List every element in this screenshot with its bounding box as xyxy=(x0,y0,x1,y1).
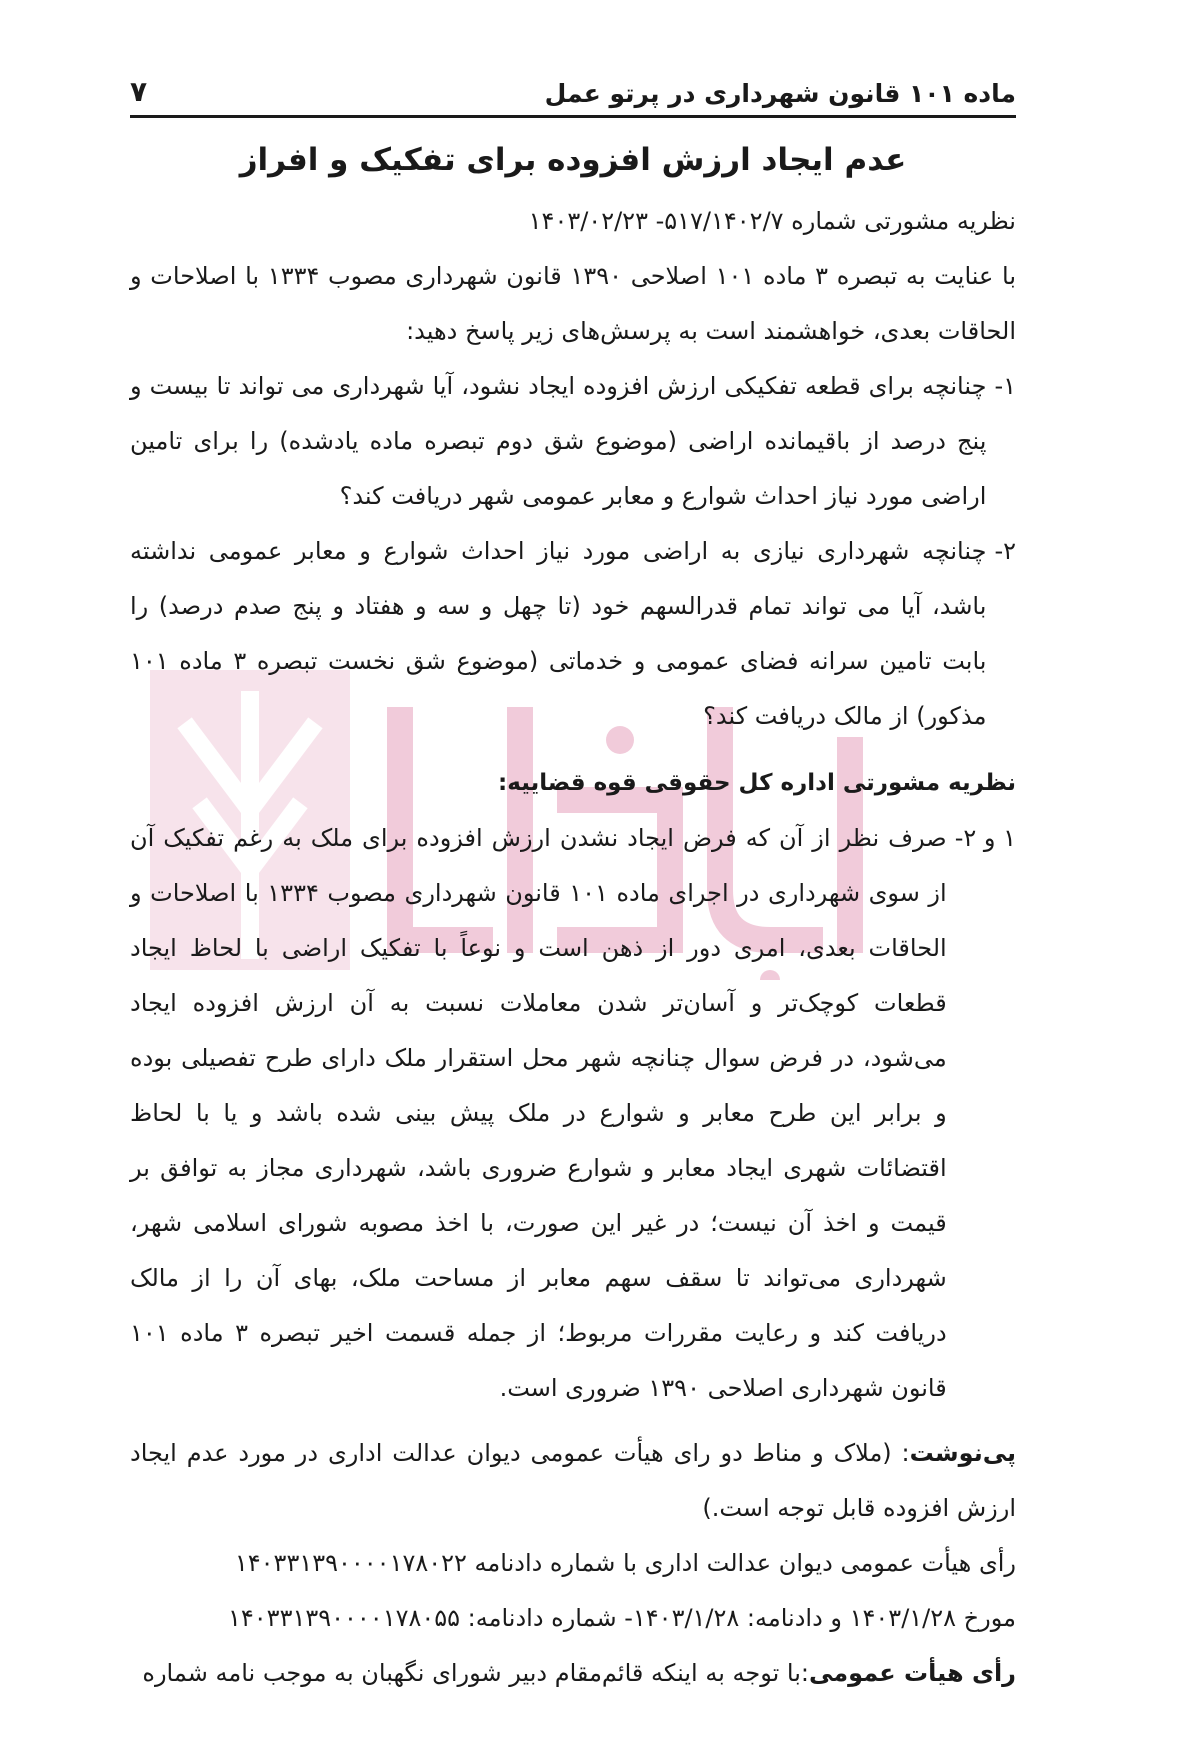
question-item xyxy=(130,359,1016,524)
verdict-label: رأی هیأت عمومی xyxy=(809,1659,1016,1688)
footnote-label: پی‌نوشت xyxy=(909,1439,1016,1468)
case-reference-line-2: مورخ ۱۴۰۳/۱/۲۸ و دادنامه: ۱۴۰۳/۱/۲۸- شماره دادنامه: ۱۴۰۳۳۱۳۹۰۰۰۰۱۷۸۰۵۵ xyxy=(228,1604,1016,1633)
footnote-text: : (ملاک و مناط دو رای هیأت عمومی دیوان عدالت اداری در مورد عدم ایجاد ارزش افزوده قابل توجه است.) xyxy=(130,1439,1016,1523)
question-item xyxy=(130,524,1016,744)
intro-paragraph: با عنایت به تبصره ۳ ماده ۱۰۱ اصلاحی ۱۳۹۰ قانون شهرداری مصوب ۱۳۳۴ با اصلاحات و الحاقات بعدی، خواهشمند است به پرسش‌های زیر پاسخ دهید: xyxy=(130,262,1017,346)
answer-number: ۱ و ۲- xyxy=(954,824,1016,853)
verdict-text: :با توجه به اینکه قائم‌مقام دبیر شورای نگهبان به موجب نامه شماره xyxy=(142,1659,809,1688)
opinion-heading: نظریه مشورتی اداره کل حقوقی قوه قضاییه: xyxy=(498,770,1016,797)
question-number: ۲- xyxy=(994,537,1016,566)
running-title: ماده ۱۰۱ قانون شهرداری در پرتو عمل xyxy=(544,79,1016,108)
answer-item xyxy=(130,811,1016,1416)
page-header xyxy=(130,60,1016,118)
case-reference-line-1: رأی هیأت عمومی دیوان عدالت اداری با شماره دادنامه ۱۴۰۳۳۱۳۹۰۰۰۰۱۷۸۰۲۲ xyxy=(234,1549,1016,1578)
page-number: ۷ xyxy=(130,75,148,109)
section-title: عدم ایجاد ارزش افزوده برای تفکیک و افراز xyxy=(239,142,907,178)
verdict xyxy=(130,1646,1016,1701)
question-text: چنانچه برای قطعه تفکیکی ارزش افزوده ایجاد نشود، آیا شهرداری می تواند تا بیست و پنج درصد از باقیمانده اراضی (موضوع شق دوم تبصره ماده یادشده) را برای تامین اراضی مورد نیاز احداث شوارع و معابر عمومی شهر دریافت کند؟ xyxy=(130,372,987,511)
question-number: ۱- xyxy=(994,372,1016,401)
opinion-reference: نظریه مشورتی شماره ۵۱۷/۱۴۰۲/۷- ۱۴۰۳/۰۲/۲۳ xyxy=(528,207,1016,236)
footnote xyxy=(130,1426,1016,1536)
answer-text: صرف نظر از آن که فرض ایجاد نشدن ارزش افزوده برای ملک به رغم تفکیک آن از سوی شهرداری در اجرای ماده ۱۰۱ قانون شهرداری مصوب ۱۳۳۴ با اصلاحات و الحاقات بعدی، امری دور از ذهن است و نوعاً با تفکیک اراضی با لحاظ ایجاد قطعات کوچک‌تر و آسان‌تر شدن معاملات نسبت به آن ارزش افزوده ایجاد می‌شود، در فرض سوال چنانچه شهر محل استقرار ملک دارای طرح تفصیلی بوده و برابر این طرح معابر و شوارع در ملک پیش بینی شده باشد و یا با لحاظ اقتضائات شهری ایجاد معابر و شوارع ضروری باشد، شهرداری مجاز به توافق بر قیمت و اخذ آن نیست؛ در غیر این صورت، با اخذ مصوبه شورای اسلامی شهر، شهرداری می‌تواند تا سقف سهم معابر از مساحت ملک، بهای آن را از مالک دریافت کند و رعایت مقررات مربوط؛ از جمله قسمت اخیر تبصره ۳ ماده ۱۰۱ قانون شهرداری اصلاحی ۱۳۹۰ ضروری است. xyxy=(130,824,947,1403)
document-page xyxy=(130,60,1016,1701)
question-text: چنانچه شهرداری نیازی به اراضی مورد نیاز احداث شوارع و معابر عمومی نداشته باشد، آیا می تواند تمام قدرالسهم خود (تا چهل و سه و هفتاد و پنج صدم درصد) را بابت تامین سرانه فضای عمومی و خدماتی (موضوع شق نخست تبصره ۳ ماده ۱۰۱ مذکور) از مالک دریافت کند؟ xyxy=(130,537,987,731)
